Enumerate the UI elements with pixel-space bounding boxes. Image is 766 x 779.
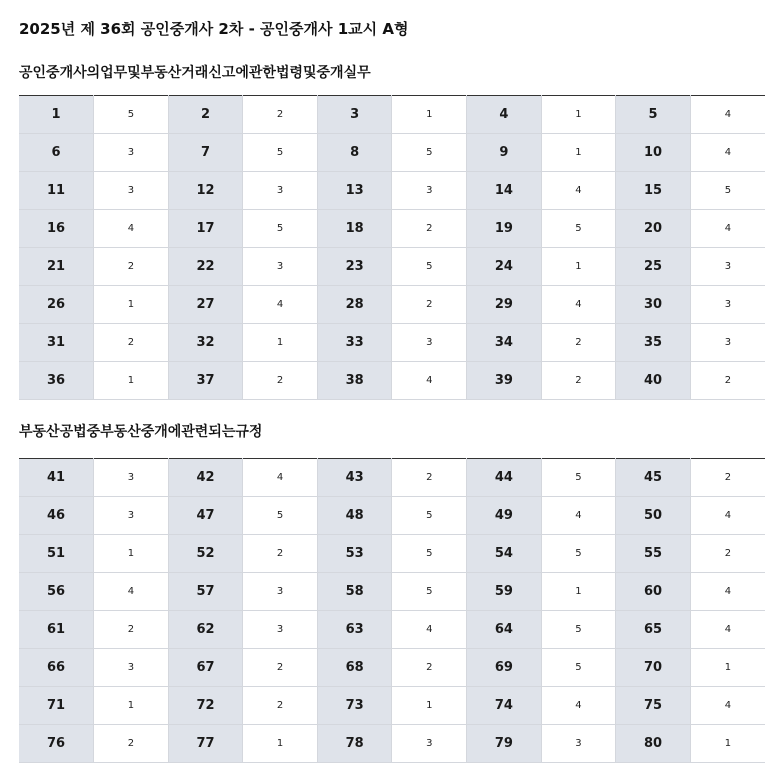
question-number-cell: 68 <box>317 649 392 687</box>
answer-cell: 3 <box>690 286 765 324</box>
question-number-cell: 63 <box>317 611 392 649</box>
question-number-cell: 54 <box>467 535 542 573</box>
answer-cell: 3 <box>392 172 467 210</box>
question-number-cell: 50 <box>616 497 691 535</box>
answer-cell: 2 <box>243 535 318 573</box>
answer-cell: 5 <box>690 172 765 210</box>
question-number-cell: 20 <box>616 210 691 248</box>
question-number-cell: 79 <box>467 725 542 763</box>
answer-cell: 4 <box>94 573 169 611</box>
question-number-cell: 32 <box>168 324 243 362</box>
answer-cell: 4 <box>392 611 467 649</box>
question-number-cell: 19 <box>467 210 542 248</box>
question-number-cell: 74 <box>467 687 542 725</box>
question-number-cell: 45 <box>616 459 691 497</box>
answer-cell: 3 <box>392 324 467 362</box>
answer-cell: 2 <box>94 725 169 763</box>
answer-cell: 3 <box>94 459 169 497</box>
question-number-cell: 46 <box>19 497 94 535</box>
answer-cell: 4 <box>690 497 765 535</box>
answer-cell: 3 <box>243 611 318 649</box>
answer-cell: 5 <box>392 497 467 535</box>
question-number-cell: 37 <box>168 362 243 400</box>
answer-cell: 5 <box>243 134 318 172</box>
table-row <box>19 573 765 611</box>
answer-cell: 1 <box>94 362 169 400</box>
answer-cell: 4 <box>541 172 616 210</box>
answer-cell: 1 <box>94 687 169 725</box>
answer-cell: 4 <box>690 611 765 649</box>
question-number-cell: 61 <box>19 611 94 649</box>
answer-cell: 1 <box>541 573 616 611</box>
table-row <box>19 497 765 535</box>
section-2-answer-table <box>19 458 765 763</box>
answer-cell: 2 <box>243 687 318 725</box>
answer-cell: 4 <box>690 96 765 134</box>
answer-cell: 3 <box>94 134 169 172</box>
question-number-cell: 28 <box>317 286 392 324</box>
question-number-cell: 17 <box>168 210 243 248</box>
question-number-cell: 30 <box>616 286 691 324</box>
question-number-cell: 76 <box>19 725 94 763</box>
answer-cell: 4 <box>690 134 765 172</box>
answer-cell: 2 <box>392 286 467 324</box>
question-number-cell: 66 <box>19 649 94 687</box>
question-number-cell: 1 <box>19 96 94 134</box>
question-number-cell: 21 <box>19 248 94 286</box>
question-number-cell: 77 <box>168 725 243 763</box>
answer-cell: 1 <box>94 286 169 324</box>
answer-cell: 3 <box>94 172 169 210</box>
table-row <box>19 96 765 134</box>
answer-cell: 2 <box>243 96 318 134</box>
answer-cell: 2 <box>392 210 467 248</box>
question-number-cell: 60 <box>616 573 691 611</box>
question-number-cell: 65 <box>616 611 691 649</box>
question-number-cell: 10 <box>616 134 691 172</box>
question-number-cell: 14 <box>467 172 542 210</box>
question-number-cell: 64 <box>467 611 542 649</box>
question-number-cell: 57 <box>168 573 243 611</box>
table-row <box>19 649 765 687</box>
question-number-cell: 56 <box>19 573 94 611</box>
question-number-cell: 41 <box>19 459 94 497</box>
question-number-cell: 29 <box>467 286 542 324</box>
answer-cell: 4 <box>392 362 467 400</box>
answer-cell: 5 <box>541 649 616 687</box>
question-number-cell: 72 <box>168 687 243 725</box>
answer-cell: 4 <box>690 573 765 611</box>
answer-cell: 1 <box>392 687 467 725</box>
answer-cell: 2 <box>243 362 318 400</box>
question-number-cell: 71 <box>19 687 94 725</box>
section-1-answer-table <box>19 95 765 400</box>
question-number-cell: 43 <box>317 459 392 497</box>
answer-cell: 1 <box>690 649 765 687</box>
table-row <box>19 611 765 649</box>
answer-cell: 5 <box>243 210 318 248</box>
question-number-cell: 16 <box>19 210 94 248</box>
question-number-cell: 6 <box>19 134 94 172</box>
answer-cell: 5 <box>392 573 467 611</box>
question-number-cell: 49 <box>467 497 542 535</box>
question-number-cell: 13 <box>317 172 392 210</box>
question-number-cell: 8 <box>317 134 392 172</box>
question-number-cell: 51 <box>19 535 94 573</box>
section-2-title: 부동산공법중부동산중개에관련되는규정 <box>19 424 263 440</box>
table-row <box>19 459 765 497</box>
answer-cell: 2 <box>94 324 169 362</box>
answer-cell: 2 <box>94 611 169 649</box>
question-number-cell: 9 <box>467 134 542 172</box>
answer-cell: 4 <box>94 210 169 248</box>
answer-cell: 1 <box>392 96 467 134</box>
answer-cell: 3 <box>94 649 169 687</box>
answer-cell: 2 <box>94 248 169 286</box>
question-number-cell: 34 <box>467 324 542 362</box>
question-number-cell: 23 <box>317 248 392 286</box>
answer-cell: 4 <box>541 286 616 324</box>
question-number-cell: 40 <box>616 362 691 400</box>
section-1-title: 공인중개사의업무및부동산거래신고에관한법령및중개실무 <box>19 65 371 81</box>
answer-cell: 1 <box>243 725 318 763</box>
question-number-cell: 7 <box>168 134 243 172</box>
answer-cell: 3 <box>243 172 318 210</box>
question-number-cell: 52 <box>168 535 243 573</box>
question-number-cell: 59 <box>467 573 542 611</box>
question-number-cell: 75 <box>616 687 691 725</box>
table-row <box>19 286 765 324</box>
answer-cell: 4 <box>690 210 765 248</box>
table-row <box>19 725 765 763</box>
answer-cell: 3 <box>690 248 765 286</box>
answer-cell: 4 <box>541 687 616 725</box>
question-number-cell: 42 <box>168 459 243 497</box>
question-number-cell: 12 <box>168 172 243 210</box>
answer-cell: 1 <box>690 725 765 763</box>
table-row <box>19 362 765 400</box>
answer-cell: 2 <box>690 535 765 573</box>
answer-cell: 5 <box>541 611 616 649</box>
question-number-cell: 18 <box>317 210 392 248</box>
question-number-cell: 44 <box>467 459 542 497</box>
answer-cell: 2 <box>690 459 765 497</box>
answer-cell: 2 <box>392 459 467 497</box>
question-number-cell: 27 <box>168 286 243 324</box>
table-row <box>19 535 765 573</box>
answer-cell: 1 <box>541 248 616 286</box>
answer-cell: 2 <box>690 362 765 400</box>
question-number-cell: 70 <box>616 649 691 687</box>
question-number-cell: 55 <box>616 535 691 573</box>
answer-cell: 1 <box>541 134 616 172</box>
table-row <box>19 324 765 362</box>
answer-cell: 3 <box>243 248 318 286</box>
question-number-cell: 31 <box>19 324 94 362</box>
question-number-cell: 36 <box>19 362 94 400</box>
answer-cell: 4 <box>243 459 318 497</box>
answer-cell: 5 <box>541 210 616 248</box>
question-number-cell: 48 <box>317 497 392 535</box>
answer-cell: 5 <box>243 497 318 535</box>
question-number-cell: 4 <box>467 96 542 134</box>
question-number-cell: 78 <box>317 725 392 763</box>
answer-cell: 3 <box>94 497 169 535</box>
question-number-cell: 62 <box>168 611 243 649</box>
question-number-cell: 73 <box>317 687 392 725</box>
answer-cell: 5 <box>392 535 467 573</box>
question-number-cell: 80 <box>616 725 691 763</box>
question-number-cell: 3 <box>317 96 392 134</box>
question-number-cell: 58 <box>317 573 392 611</box>
table-row <box>19 210 765 248</box>
answer-cell: 1 <box>94 535 169 573</box>
question-number-cell: 15 <box>616 172 691 210</box>
page-title: 2025년 제 36회 공인중개사 2차 - 공인중개사 1교시 A형 <box>19 20 409 38</box>
question-number-cell: 26 <box>19 286 94 324</box>
answer-cell: 4 <box>243 286 318 324</box>
answer-cell: 3 <box>541 725 616 763</box>
question-number-cell: 33 <box>317 324 392 362</box>
question-number-cell: 22 <box>168 248 243 286</box>
answer-cell: 1 <box>243 324 318 362</box>
question-number-cell: 2 <box>168 96 243 134</box>
answer-cell: 3 <box>243 573 318 611</box>
answer-cell: 5 <box>392 134 467 172</box>
question-number-cell: 53 <box>317 535 392 573</box>
answer-cell: 5 <box>94 96 169 134</box>
answer-cell: 5 <box>541 535 616 573</box>
table-row <box>19 134 765 172</box>
answer-cell: 4 <box>690 687 765 725</box>
answer-cell: 2 <box>541 324 616 362</box>
question-number-cell: 69 <box>467 649 542 687</box>
answer-cell: 4 <box>541 497 616 535</box>
answer-cell: 3 <box>690 324 765 362</box>
answer-cell: 1 <box>541 96 616 134</box>
answer-cell: 2 <box>392 649 467 687</box>
question-number-cell: 38 <box>317 362 392 400</box>
question-number-cell: 67 <box>168 649 243 687</box>
answer-cell: 5 <box>392 248 467 286</box>
question-number-cell: 24 <box>467 248 542 286</box>
answer-cell: 5 <box>541 459 616 497</box>
question-number-cell: 5 <box>616 96 691 134</box>
table-row <box>19 687 765 725</box>
answer-cell: 2 <box>243 649 318 687</box>
question-number-cell: 25 <box>616 248 691 286</box>
question-number-cell: 47 <box>168 497 243 535</box>
table-row <box>19 172 765 210</box>
question-number-cell: 11 <box>19 172 94 210</box>
question-number-cell: 39 <box>467 362 542 400</box>
answer-cell: 2 <box>541 362 616 400</box>
table-row <box>19 248 765 286</box>
question-number-cell: 35 <box>616 324 691 362</box>
answer-cell: 3 <box>392 725 467 763</box>
